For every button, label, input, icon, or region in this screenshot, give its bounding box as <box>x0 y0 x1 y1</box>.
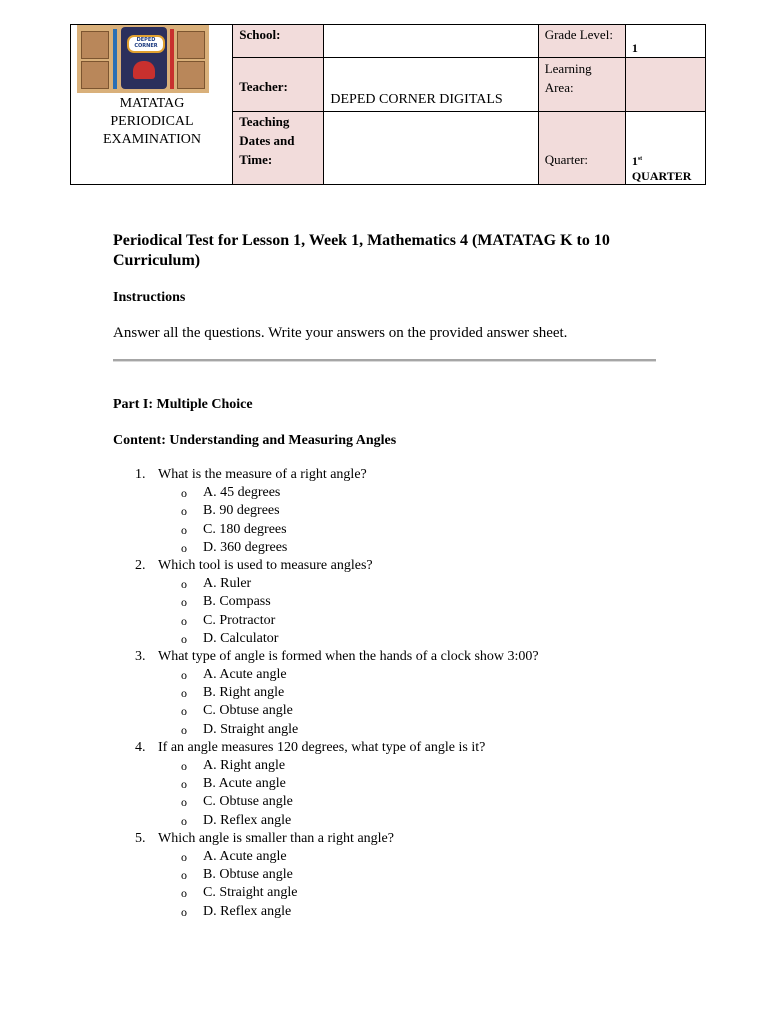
bullet-icon: o <box>181 904 187 919</box>
bullet-icon: o <box>181 577 187 592</box>
question-text: Which angle is smaller than a right angle? <box>158 830 394 846</box>
answer-option[interactable] <box>113 539 673 557</box>
bullet-icon: o <box>181 849 187 864</box>
learning-area-label: Learning Area: <box>544 61 592 95</box>
option-text: C. Protractor <box>203 612 276 628</box>
school-field[interactable] <box>324 25 538 58</box>
quarter-label: Quarter: <box>544 152 589 167</box>
bullet-icon: o <box>181 886 187 901</box>
option-text: A. Acute angle <box>203 667 287 683</box>
answer-option[interactable] <box>113 903 673 921</box>
bullet-icon: o <box>181 613 187 628</box>
option-text: B. Obtuse angle <box>203 867 293 883</box>
bullet-icon: o <box>181 595 187 610</box>
grade-level-label: Grade Level: <box>544 27 613 42</box>
teacher-label: Teacher: <box>239 79 288 94</box>
question-item <box>113 739 673 757</box>
logo-cell <box>71 25 233 185</box>
option-text: A. 45 degrees <box>203 485 281 501</box>
bullet-icon: o <box>181 704 187 719</box>
school-label: School: <box>239 27 281 42</box>
answer-option[interactable] <box>113 521 673 539</box>
bullet-icon: o <box>181 631 187 646</box>
instructions-heading: Instructions <box>113 290 186 305</box>
answer-option[interactable] <box>113 848 673 866</box>
question-number: 1. <box>135 467 146 482</box>
question-number: 2. <box>135 557 146 573</box>
answer-option[interactable] <box>113 884 673 902</box>
question-item <box>113 557 673 575</box>
bullet-icon: o <box>181 522 187 537</box>
question-number: 3. <box>135 648 146 664</box>
header-table <box>70 24 706 185</box>
option-text: B. Right angle <box>203 685 285 701</box>
instructions-text: Answer all the questions. Write your answers on the provided answer sheet. <box>113 325 568 341</box>
answer-option[interactable] <box>113 502 673 520</box>
bullet-icon: o <box>181 540 187 555</box>
bullet-icon: o <box>181 777 187 792</box>
option-text: C. Straight angle <box>203 885 298 901</box>
bullet-icon: o <box>181 759 187 773</box>
option-text: C. 180 degrees <box>203 521 287 537</box>
answer-option[interactable] <box>113 666 673 684</box>
part-heading: Part I: Multiple Choice <box>113 397 253 412</box>
answer-option[interactable] <box>113 812 673 830</box>
question-number: 4. <box>135 739 146 755</box>
teacher-field[interactable] <box>324 58 538 112</box>
answer-option[interactable] <box>113 702 673 720</box>
option-text: A. Ruler <box>203 576 252 592</box>
answer-option[interactable] <box>113 757 673 775</box>
horizontal-divider <box>113 359 656 362</box>
grade-level-value: 1 <box>631 41 638 55</box>
bullet-icon: o <box>181 722 187 737</box>
bullet-icon: o <box>181 686 187 701</box>
grade-level-field[interactable] <box>625 25 705 58</box>
option-text: D. Reflex angle <box>203 812 292 828</box>
option-text: C. Obtuse angle <box>203 703 293 719</box>
answer-option[interactable] <box>113 775 673 793</box>
heart-icon <box>133 61 155 79</box>
teaching-dates-label: Teaching Dates and Time: <box>239 114 295 167</box>
teacher-value: DEPED CORNER DIGITALS <box>330 92 503 107</box>
bullet-icon: o <box>181 504 187 519</box>
answer-option[interactable] <box>113 866 673 884</box>
option-text: B. Acute angle <box>203 776 286 792</box>
option-text: D. 360 degrees <box>203 539 288 555</box>
question-text: What is the measure of a right angle? <box>158 467 367 482</box>
option-text: D. Reflex angle <box>203 903 292 919</box>
bullet-icon: o <box>181 668 187 683</box>
answer-option[interactable] <box>113 575 673 593</box>
option-text: A. Right angle <box>203 758 286 773</box>
answer-option[interactable] <box>113 593 673 611</box>
bullet-icon: o <box>181 486 187 501</box>
bullet-icon: o <box>181 813 187 828</box>
question-list <box>113 466 673 921</box>
content-heading: Content: Understanding and Measuring Angles <box>113 433 397 448</box>
document-title: Periodical Test for Lesson 1, Week 1, Mathematics 4 (MATATAG K to 10 Curriculum) <box>113 232 610 269</box>
answer-option[interactable] <box>113 484 673 502</box>
deped-corner-logo <box>77 25 209 93</box>
bullet-icon: o <box>181 795 187 810</box>
option-text: D. Straight angle <box>203 721 299 737</box>
option-text: A. Acute angle <box>203 848 287 864</box>
question-item <box>113 466 673 484</box>
logo-badge: DEPED CORNER <box>127 35 165 53</box>
option-text: C. Obtuse angle <box>203 794 293 810</box>
exam-title: MATATAG PERIODICAL EXAMINATION <box>103 96 201 147</box>
question-text: Which tool is used to measure angles? <box>158 557 373 573</box>
learning-area-field[interactable] <box>625 58 705 112</box>
question-number: 5. <box>135 830 146 846</box>
answer-option[interactable] <box>113 630 673 648</box>
answer-option[interactable] <box>113 684 673 702</box>
option-text: B. 90 degrees <box>203 503 280 519</box>
question-item <box>113 648 673 666</box>
question-item <box>113 830 673 848</box>
answer-option[interactable] <box>113 721 673 739</box>
quarter-field[interactable] <box>625 112 705 185</box>
answer-option[interactable] <box>113 612 673 630</box>
bullet-icon: o <box>181 868 187 883</box>
question-text: If an angle measures 120 degrees, what type of angle is it? <box>158 739 486 755</box>
option-text: D. Calculator <box>203 630 279 646</box>
teaching-dates-field[interactable] <box>324 112 538 185</box>
answer-option[interactable] <box>113 793 673 811</box>
question-text: What type of angle is formed when the hands of a clock show 3:00? <box>158 648 539 664</box>
option-text: B. Compass <box>203 594 271 610</box>
quarter-value: 1st QUARTER <box>631 154 692 183</box>
